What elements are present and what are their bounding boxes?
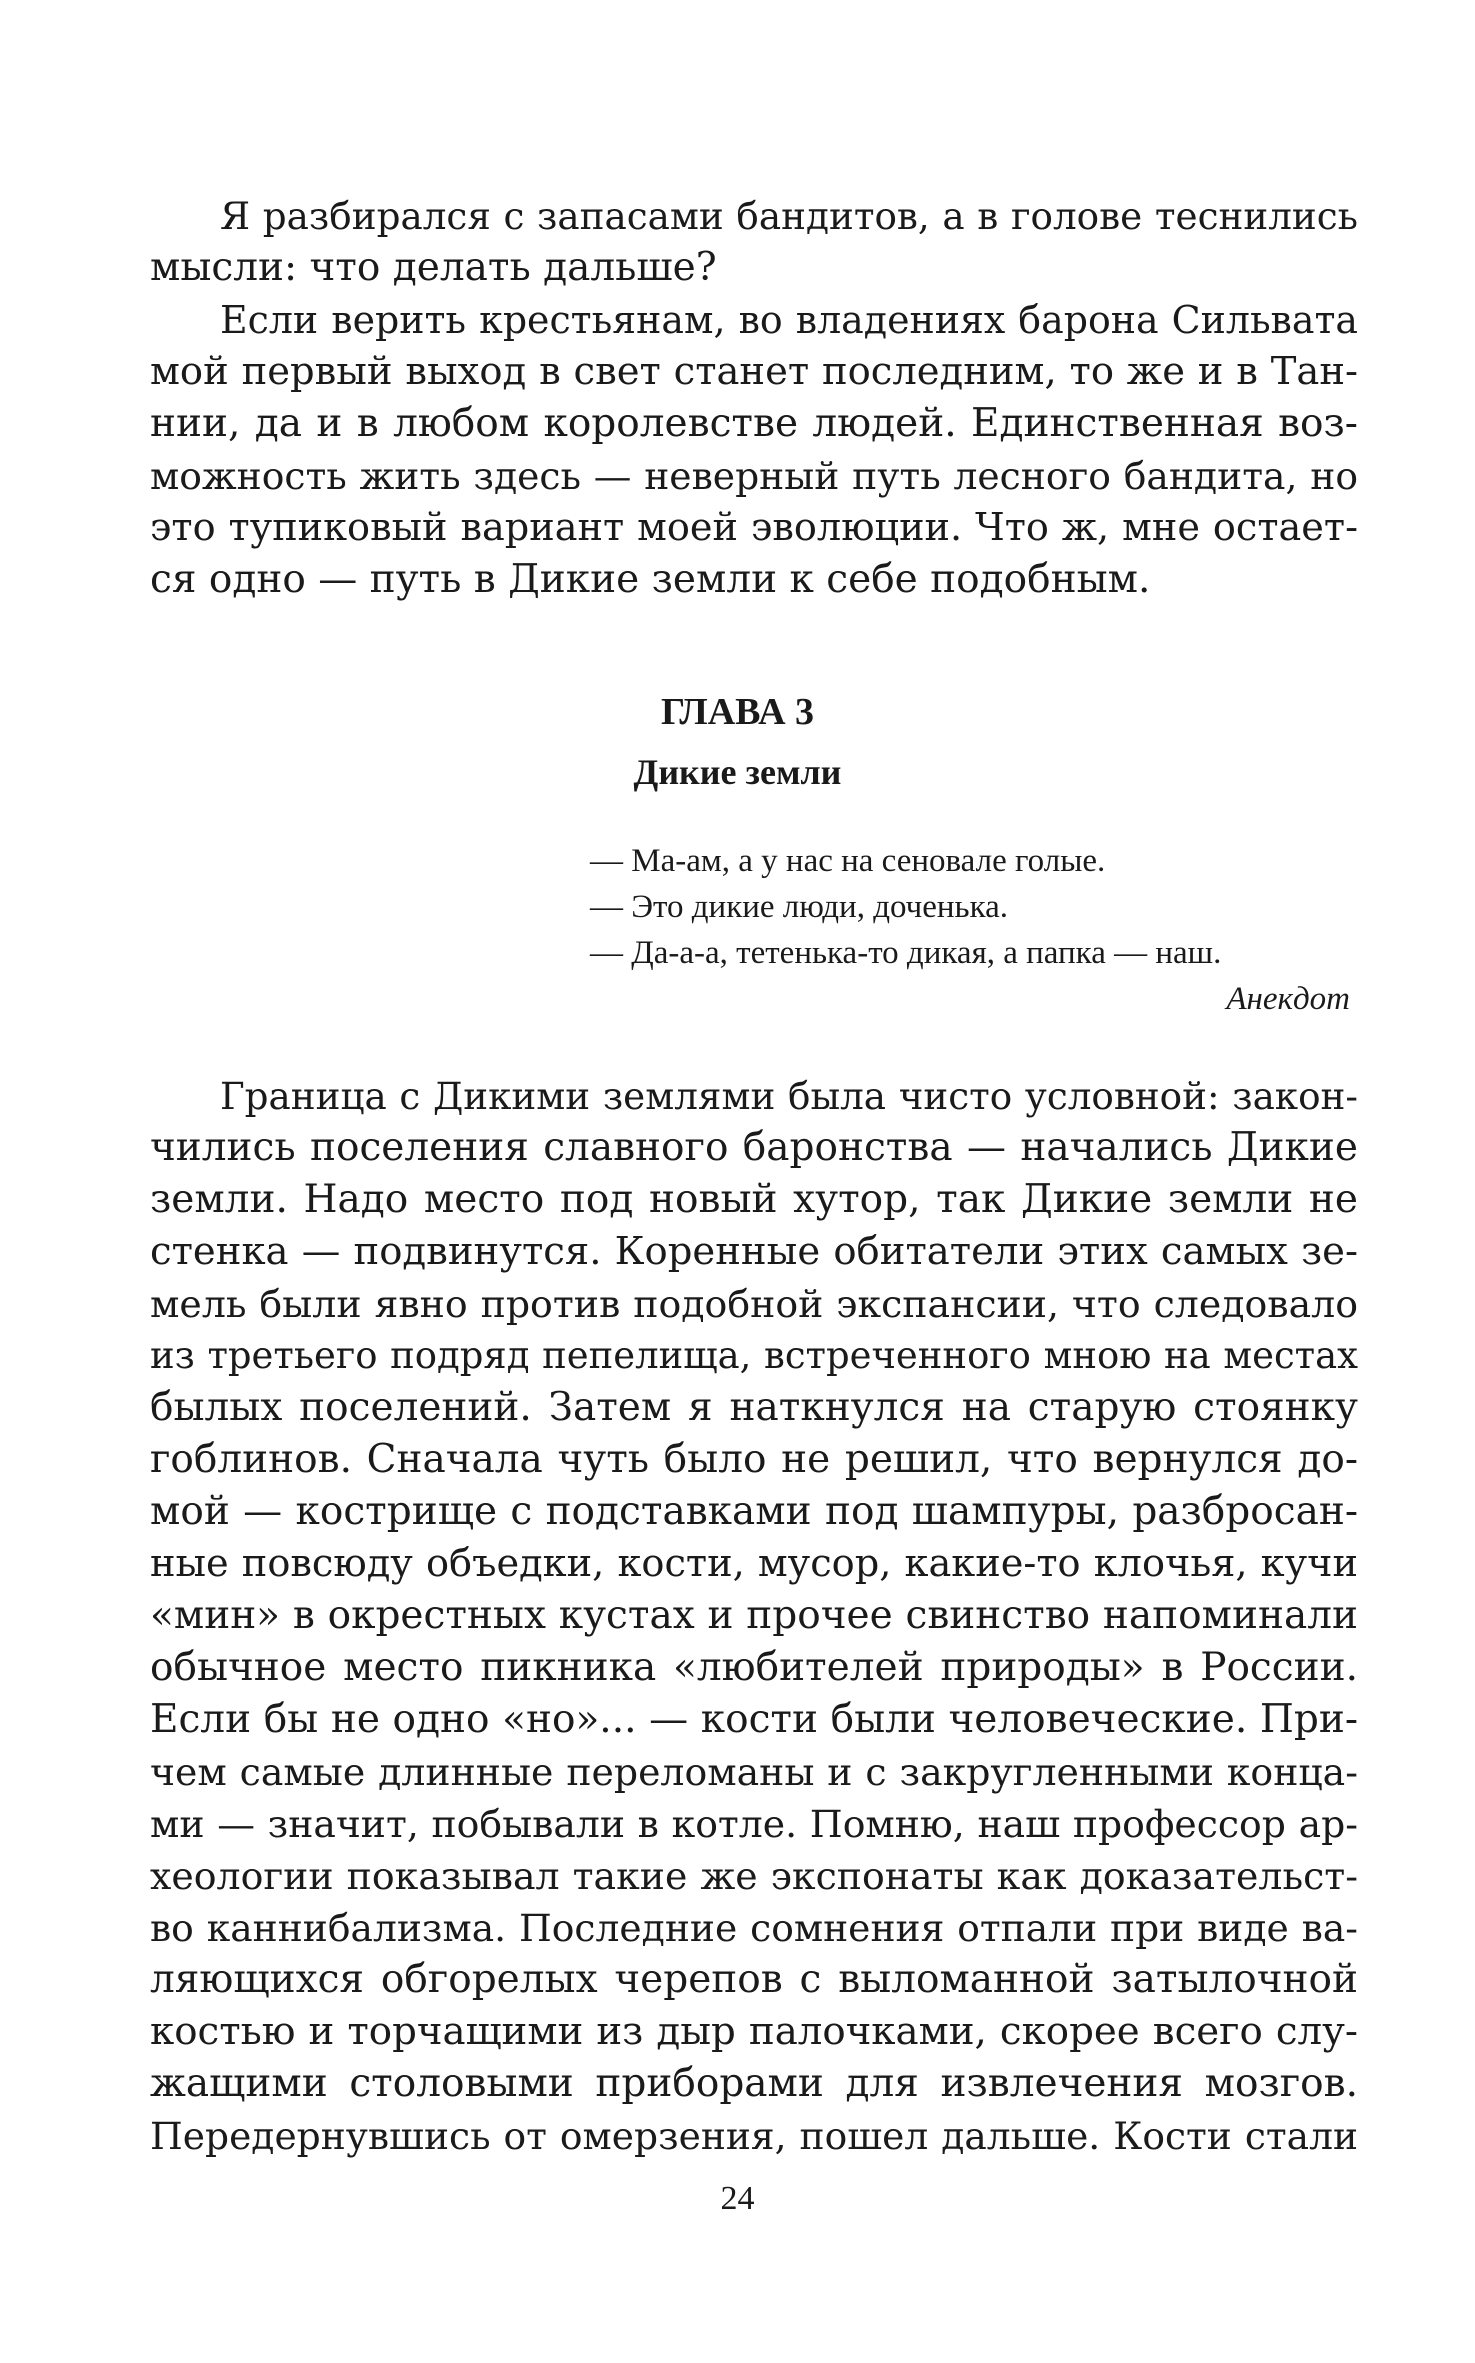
paragraph-1: [150, 190, 1358, 294]
text-line: нии, да и в любом королевстве людей. Единственная воз-: [150, 401, 1358, 446]
epigraph-source: Анекдот: [1226, 981, 1350, 1017]
text-line: мель были явно против подобной экспансии, что следовало: [150, 1282, 1358, 1326]
text-line: стенка — подвинутся. Коренные обитатели этих самых зе-: [150, 1229, 1358, 1274]
text-line: из третьего подряд пепелища, встреченного мною на местах: [150, 1334, 1358, 1377]
text-line: ся одно — путь в Дикие земли к себе подобным.: [150, 557, 1151, 602]
text-line: костью и торчащими из дыр палочками, скорее всего слу-: [150, 2009, 1358, 2054]
chapter-number: ГЛАВА 3: [660, 691, 815, 733]
text-line: Я разбирался с запасами бандитов, а в голове теснились: [220, 194, 1358, 238]
text-line: чем самые длинные переломаны и с закругленными конца-: [150, 1750, 1358, 1794]
text-line: Передернувшись от омерзения, пошел дальше. Кости стали: [150, 2114, 1358, 2158]
page-number: 24: [720, 2180, 755, 2217]
text-line: земли. Надо место под новый хутор, так Дикие земли не: [150, 1177, 1358, 1222]
paragraph-3: [150, 1070, 1358, 2162]
text-line: обычное место пикника «любителей природы» в России.: [150, 1645, 1358, 1690]
text-line: ми — значит, побывали в котле. Помню, наш профессор ар-: [150, 1802, 1358, 1846]
text-line: гоблинов. Сначала чуть было не решил, что вернулся до-: [150, 1437, 1358, 1482]
text-line: во каннибализма. Последние сомнения отпали при виде ва-: [150, 1906, 1358, 1950]
text-line: «мин» в окрестных кустах и прочее свинство напоминали: [150, 1593, 1358, 1638]
text-line: это тупиковый вариант моей эволюции. Что ж, мне остает-: [150, 506, 1358, 550]
text-line: жащими столовыми приборами для извлечения мозгов.: [150, 2061, 1358, 2106]
text-line: былых поселений. Затем я наткнулся на старую стоянку: [150, 1385, 1358, 1430]
text-line: ные повсюду объедки, кости, мусор, какие-то клочья, кучи: [150, 1541, 1358, 1586]
text-line: можность жить здесь — неверный путь лесного бандита, но: [150, 454, 1358, 498]
epigraph-line: — Ма-ам, а у нас на сеновале голые.: [590, 843, 1106, 879]
text-line: мой первый выход в свет станет последним, то же и в Тан-: [150, 349, 1358, 394]
text-line: мой — кострище с подставками под шампуры, разбросан-: [150, 1489, 1358, 1534]
text-line: мысли: что делать дальше?: [150, 245, 717, 290]
epigraph: [590, 838, 1350, 1022]
text-line: чились поселения славного баронства — начались Дикие: [150, 1125, 1358, 1170]
paragraph-2: [150, 294, 1358, 606]
text-line: Граница с Дикими землями была чисто условной: закон-: [220, 1074, 1358, 1118]
text-line: ляющихся обгорелых черепов с выломанной затылочной: [150, 1957, 1358, 2002]
chapter-title: Дикие земли: [633, 752, 842, 792]
epigraph-line: — Да-а-а, тетенька-то дикая, а папка — наш.: [590, 935, 1222, 971]
text-line: хеологии показывал такие же экспонаты как доказательст-: [150, 1854, 1358, 1898]
text-line: Если бы не одно «но»... — кости были человеческие. При-: [150, 1697, 1358, 1742]
text-line: Если верить крестьянам, во владениях барона Сильвата: [220, 298, 1358, 342]
epigraph-line: — Это дикие люди, доченька.: [590, 889, 1009, 925]
